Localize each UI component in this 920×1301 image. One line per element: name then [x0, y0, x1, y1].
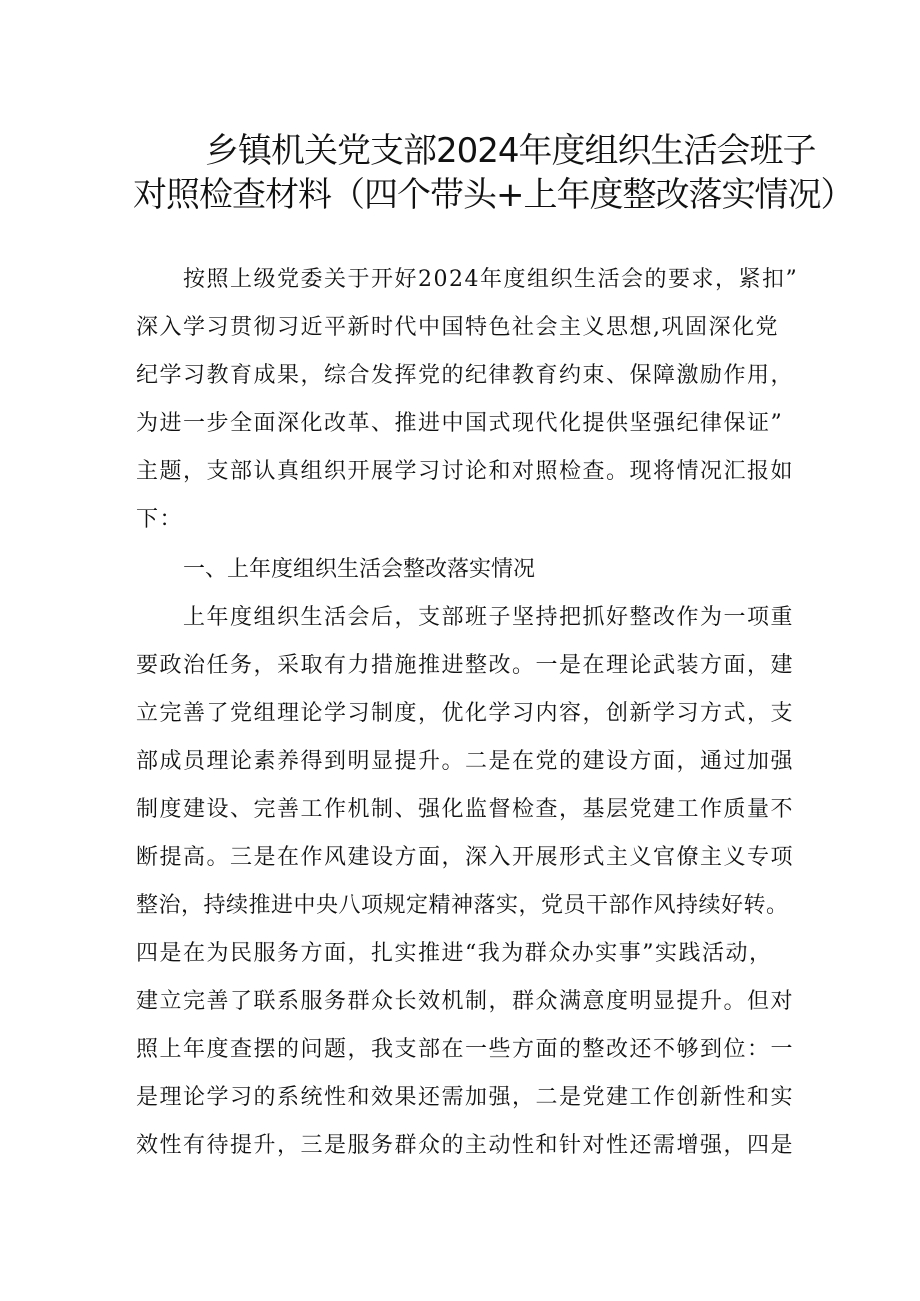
section-paragraph-line: 制度建设、完善工作机制、强化监督检查，基层党建工作质量不 — [136, 797, 795, 822]
section-paragraph-line: 建立完善了联系服务群众长效机制，群众满意度明显提升。但对 — [136, 989, 795, 1014]
section-paragraph-line: 部成员理论素养得到明显提升。二是在党的建设方面，通过加强 — [136, 749, 795, 774]
intro-line: 为进一步全面深化改革、推进中国式现代化提供坚强纪律保证” — [136, 411, 784, 436]
section-paragraph-line: 效性有待提升，三是服务群众的主动性和针对性还需增强，四是 — [136, 1133, 795, 1158]
section-paragraph-line: 立完善了党组理论学习制度，优化学习内容，创新学习方式，支 — [136, 701, 795, 726]
section-paragraph-line: 断提高。三是在作风建设方面，深入开展形式主义官僚主义专项 — [136, 845, 795, 870]
section-paragraph-line: 照上年度查摆的问题，我支部在一些方面的整改还不够到位：一 — [136, 1037, 795, 1062]
section-paragraph-line: 要政治任务，采取有力措施推进整改。一是在理论武装方面，建 — [136, 653, 795, 678]
intro-line: 深入学习贯彻习近平新时代中国特色社会主义思想,巩固深化党 — [136, 315, 779, 340]
document-title-line-1: 乡镇机关党支部2024年度组织生活会班子 — [205, 131, 816, 171]
document-title-line-2: 对照检查材料（四个带头+上年度整改落实情况） — [133, 175, 854, 215]
section-heading: 一、上年度组织生活会整改落实情况 — [183, 557, 536, 582]
intro-line: 按照上级党委关于开好2024年度组织生活会的要求，紧扣” — [183, 267, 799, 292]
section-paragraph-line: 上年度组织生活会后，支部班子坚持把抓好整改作为一项重 — [183, 605, 795, 630]
section-paragraph-line: 四是在为民服务方面，扎实推进“我为群众办实事”实践活动， — [136, 941, 773, 966]
intro-line: 主题，支部认真组织开展学习讨论和对照检查。现将情况汇报如 — [136, 459, 795, 484]
intro-line: 下： — [136, 507, 184, 532]
section-paragraph-line: 是理论学习的系统性和效果还需加强，二是党建工作创新性和实 — [136, 1085, 795, 1110]
intro-line: 纪学习教育成果，综合发挥党的纪律教育约束、保障激励作用， — [136, 363, 795, 388]
section-paragraph-line: 整治，持续推进中央八项规定精神落实，党员干部作风持续好转。 — [136, 893, 789, 918]
